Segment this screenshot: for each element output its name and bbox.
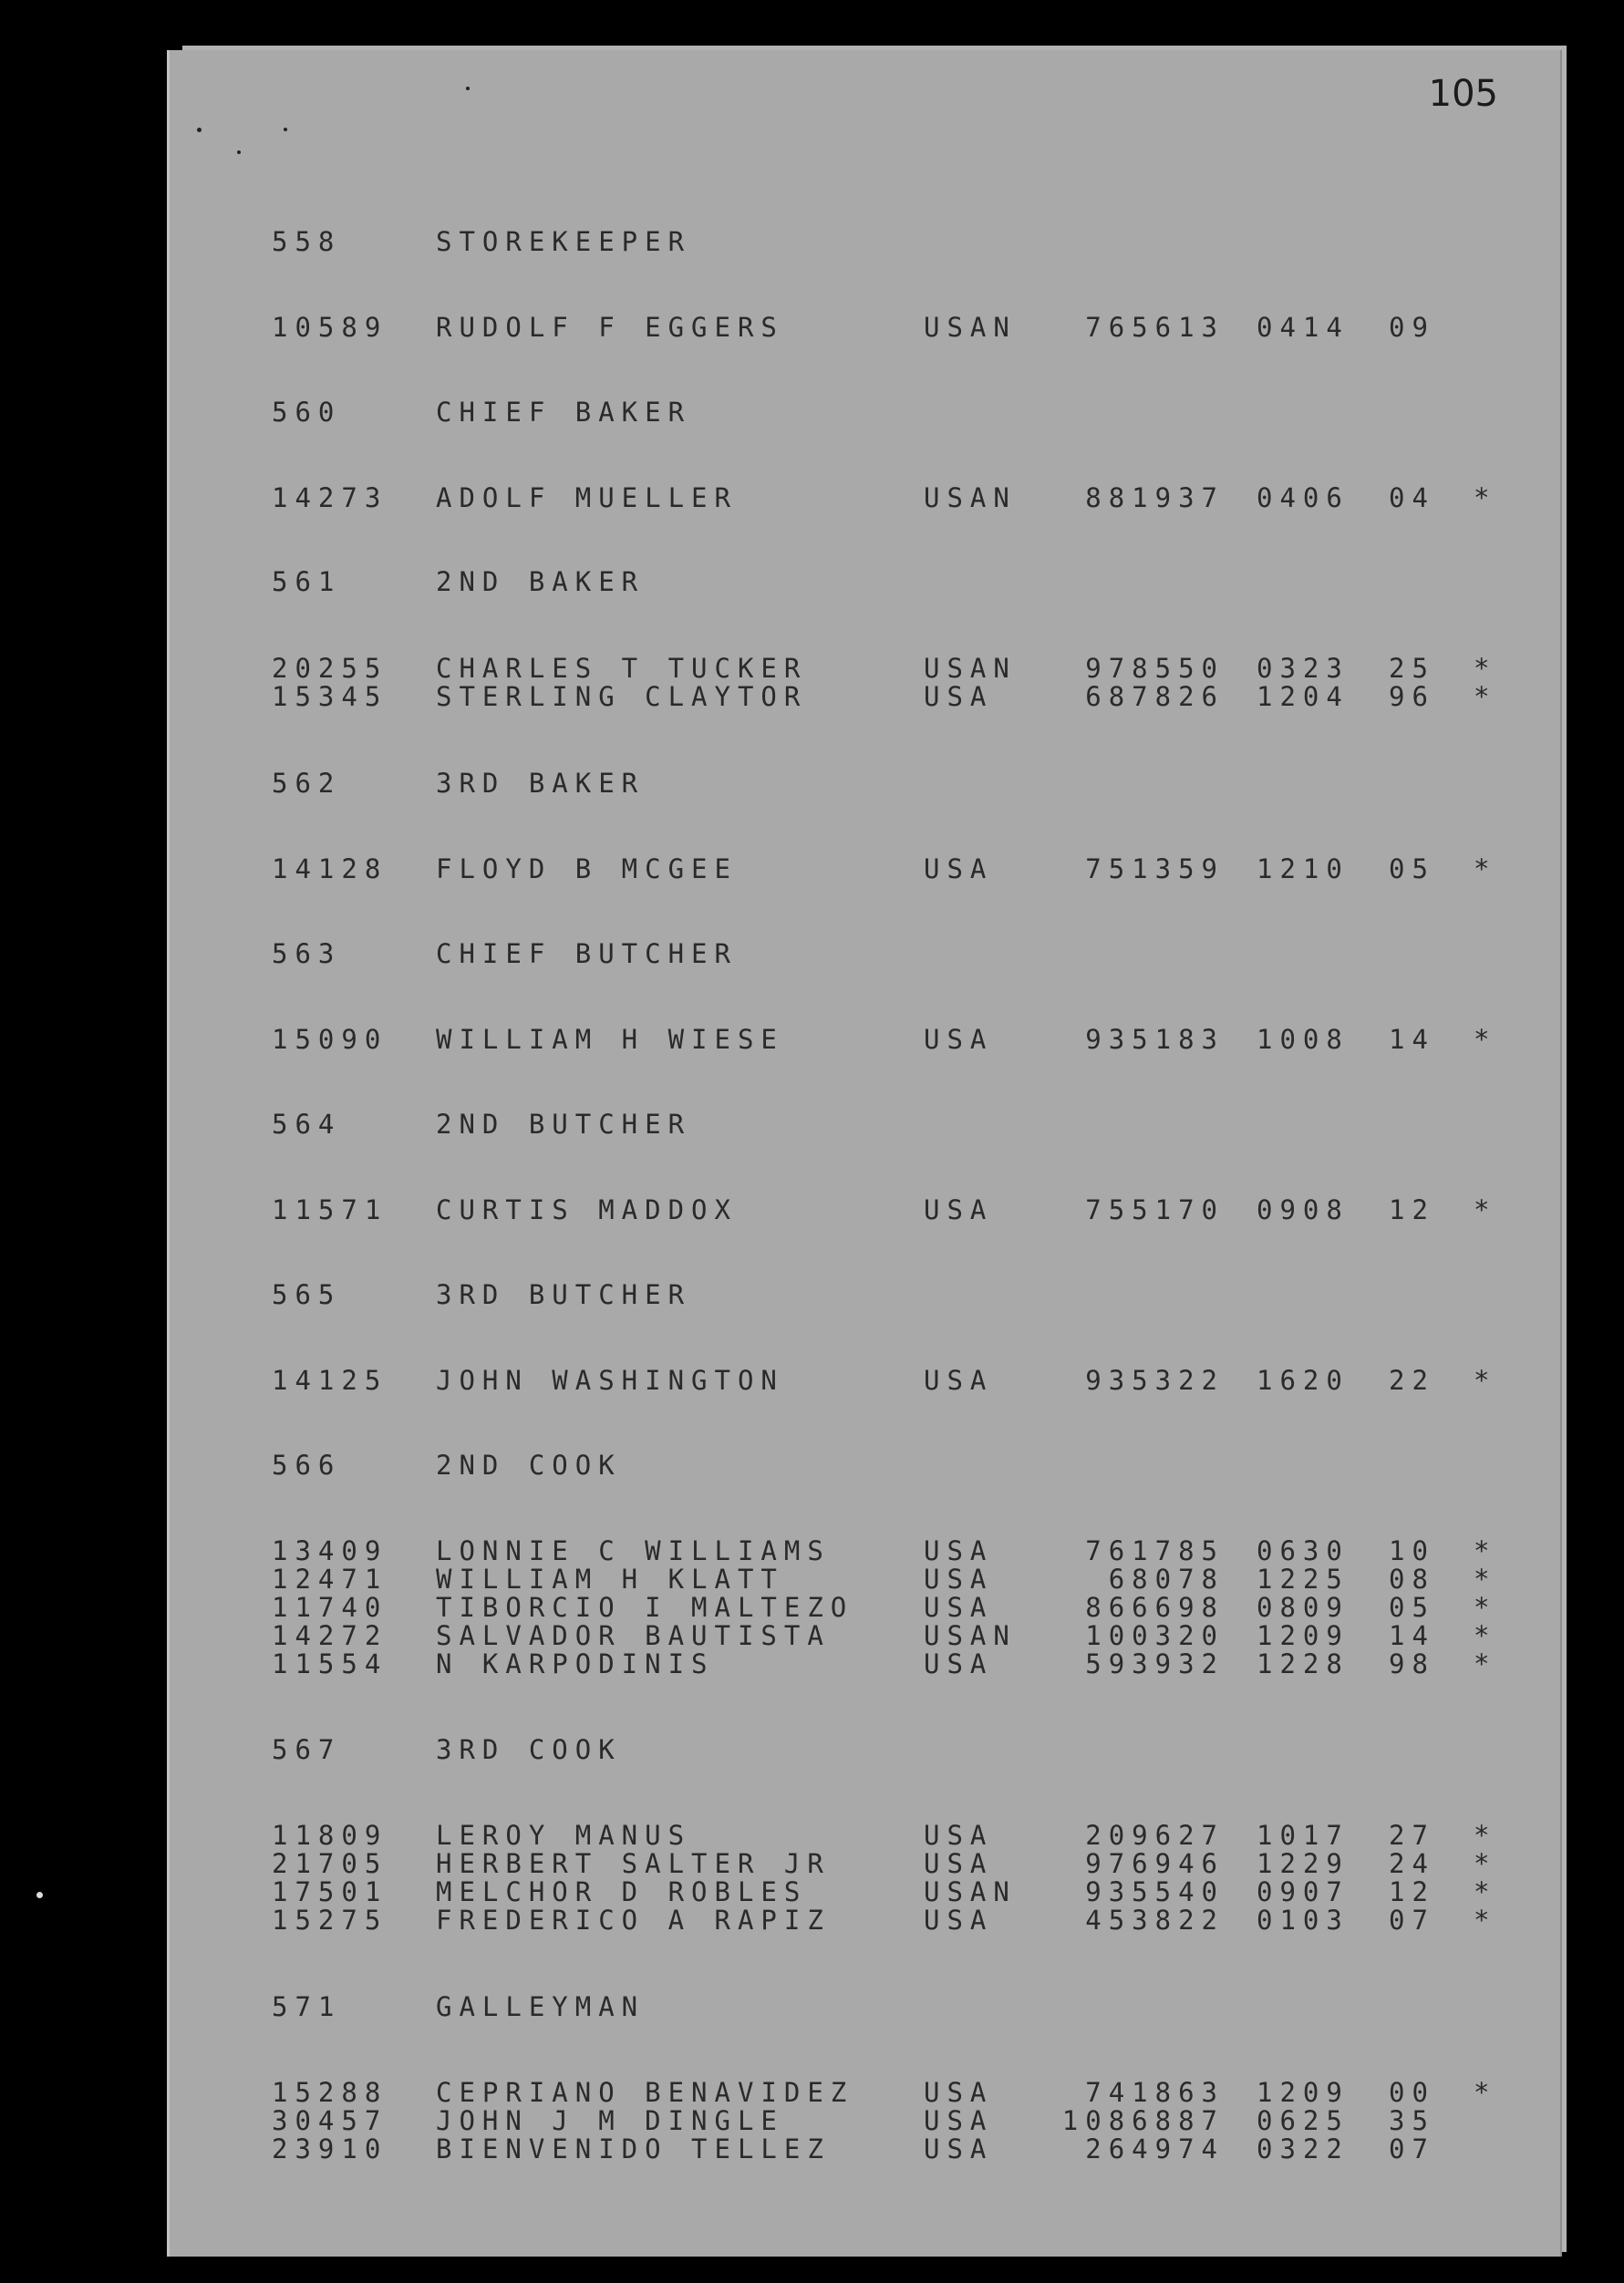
code-value: 00 (1389, 2077, 1435, 2108)
crew-name: WILLIAM H WIESE (436, 1024, 784, 1055)
citizenship: USA (924, 1564, 994, 1595)
crew-name: STERLING CLAYTOR (436, 681, 808, 712)
id-number: 209627 (1085, 1820, 1225, 1851)
asterisk-mark: * (1474, 1535, 1497, 1566)
asterisk-mark: * (1474, 1620, 1497, 1651)
id-number: 866698 (1085, 1592, 1225, 1623)
paper-speck (466, 87, 470, 90)
rating-title: 2ND BUTCHER (436, 1109, 692, 1140)
rating-title: 2ND COOK (436, 1450, 622, 1481)
citizenship: USA (924, 1848, 994, 1879)
register-number: 11740 (272, 1592, 388, 1623)
rating-title: GALLEYMAN (436, 1991, 646, 2022)
code-value: 14 (1389, 1620, 1435, 1651)
code-value: 04 (1389, 482, 1435, 513)
id-number: 264974 (1085, 2133, 1225, 2164)
date-code: 1209 (1257, 2077, 1350, 2108)
code-value: 12 (1389, 1194, 1435, 1225)
citizenship: USA (924, 853, 994, 884)
rating-title: 3RD BAKER (436, 768, 646, 799)
asterisk-mark: * (1474, 1648, 1497, 1679)
rating-code: 558 (272, 226, 342, 257)
crew-name: MELCHOR D ROBLES (436, 1876, 808, 1907)
crew-name: CHARLES T TUCKER (436, 653, 808, 684)
crew-name: ADOLF MUELLER (436, 482, 738, 513)
asterisk-mark: * (1474, 1194, 1497, 1225)
rating-code: 562 (272, 768, 342, 799)
date-code: 0625 (1257, 2105, 1350, 2136)
paper-speck (237, 150, 241, 154)
crew-name: LEROY MANUS (436, 1820, 692, 1851)
code-value: 07 (1389, 1905, 1435, 1936)
asterisk-mark: * (1474, 1876, 1497, 1907)
id-number: 593932 (1085, 1648, 1225, 1679)
crew-name: CURTIS MADDOX (436, 1194, 738, 1225)
asterisk-mark: * (1474, 681, 1497, 712)
register-number: 14272 (272, 1620, 388, 1651)
id-number: 755170 (1085, 1194, 1225, 1225)
register-number: 21705 (272, 1848, 388, 1879)
date-code: 1229 (1257, 1848, 1350, 1879)
crew-name: N KARPODINIS (436, 1648, 715, 1679)
code-value: 25 (1389, 653, 1435, 684)
date-code: 0907 (1257, 1876, 1350, 1907)
date-code: 1017 (1257, 1820, 1350, 1851)
scan-speck (36, 1892, 43, 1898)
rating-title: CHIEF BAKER (436, 397, 692, 428)
register-number: 14125 (272, 1365, 388, 1396)
register-number: 15288 (272, 2077, 388, 2108)
asterisk-mark: * (1474, 2077, 1497, 2108)
date-code: 1204 (1257, 681, 1350, 712)
crew-name: CEPRIANO BENAVIDEZ (436, 2077, 854, 2108)
asterisk-mark: * (1474, 653, 1497, 684)
id-number: 935183 (1085, 1024, 1225, 1055)
register-number: 11809 (272, 1820, 388, 1851)
register-number: 15090 (272, 1024, 388, 1055)
citizenship: USA (924, 1535, 994, 1566)
id-number: 68078 (1108, 1564, 1225, 1595)
code-value: 10 (1389, 1535, 1435, 1566)
citizenship: USA (924, 1365, 994, 1396)
id-number: 935540 (1085, 1876, 1225, 1907)
id-number: 935322 (1085, 1365, 1225, 1396)
crew-name: HERBERT SALTER JR (436, 1848, 831, 1879)
date-code: 1008 (1257, 1024, 1350, 1055)
page-number: 105 (1428, 73, 1498, 115)
register-number: 14273 (272, 482, 388, 513)
id-number: 453822 (1085, 1905, 1225, 1936)
date-code: 1210 (1257, 853, 1350, 884)
id-number: 741863 (1085, 2077, 1225, 2108)
asterisk-mark: * (1474, 482, 1497, 513)
paper-speck (197, 128, 202, 132)
citizenship: USAN (924, 312, 1017, 343)
rating-title: 2ND BAKER (436, 566, 646, 597)
citizenship: USA (924, 1024, 994, 1055)
code-value: 14 (1389, 1024, 1435, 1055)
code-value: 35 (1389, 2105, 1435, 2136)
rating-code: 567 (272, 1734, 342, 1765)
date-code: 0414 (1257, 312, 1350, 343)
register-number: 20255 (272, 653, 388, 684)
register-number: 30457 (272, 2105, 388, 2136)
crew-name: FREDERICO A RAPIZ (436, 1905, 831, 1936)
register-number: 11554 (272, 1648, 388, 1679)
code-value: 09 (1389, 312, 1435, 343)
code-value: 05 (1389, 853, 1435, 884)
crew-name: JOHN WASHINGTON (436, 1365, 784, 1396)
asterisk-mark: * (1474, 1365, 1497, 1396)
citizenship: USAN (924, 482, 1017, 513)
rating-code: 565 (272, 1279, 342, 1310)
id-number: 687826 (1085, 681, 1225, 712)
code-value: 96 (1389, 681, 1435, 712)
rating-code: 566 (272, 1450, 342, 1481)
rating-code: 571 (272, 1991, 342, 2022)
asterisk-mark: * (1474, 1820, 1497, 1851)
register-number: 23910 (272, 2133, 388, 2164)
citizenship: USA (924, 1648, 994, 1679)
register-number: 15275 (272, 1905, 388, 1936)
crew-name: JOHN J M DINGLE (436, 2105, 784, 2136)
date-code: 1209 (1257, 1620, 1350, 1651)
rating-code: 564 (272, 1109, 342, 1140)
citizenship: USA (924, 681, 994, 712)
id-number: 881937 (1085, 482, 1225, 513)
register-number: 13409 (272, 1535, 388, 1566)
crew-name: WILLIAM H KLATT (436, 1564, 784, 1595)
rating-title: CHIEF BUTCHER (436, 938, 738, 969)
crew-name: RUDOLF F EGGERS (436, 312, 784, 343)
date-code: 1228 (1257, 1648, 1350, 1679)
date-code: 0322 (1257, 2133, 1350, 2164)
rating-code: 560 (272, 397, 342, 428)
crew-name: SALVADOR BAUTISTA (436, 1620, 831, 1651)
crew-name: LONNIE C WILLIAMS (436, 1535, 831, 1566)
code-value: 27 (1389, 1820, 1435, 1851)
id-number: 761785 (1085, 1535, 1225, 1566)
rating-title: 3RD COOK (436, 1734, 622, 1765)
date-code: 0323 (1257, 653, 1350, 684)
asterisk-mark: * (1474, 1848, 1497, 1879)
asterisk-mark: * (1474, 853, 1497, 884)
asterisk-mark: * (1474, 1905, 1497, 1936)
asterisk-mark: * (1474, 1592, 1497, 1623)
rating-title: 3RD BUTCHER (436, 1279, 692, 1310)
citizenship: USA (924, 2077, 994, 2108)
rating-title: STOREKEEPER (436, 226, 692, 257)
code-value: 05 (1389, 1592, 1435, 1623)
date-code: 1225 (1257, 1564, 1350, 1595)
id-number: 976946 (1085, 1848, 1225, 1879)
code-value: 08 (1389, 1564, 1435, 1595)
register-number: 12471 (272, 1564, 388, 1595)
rating-code: 561 (272, 566, 342, 597)
code-value: 24 (1389, 1848, 1435, 1879)
citizenship: USA (924, 1820, 994, 1851)
code-value: 07 (1389, 2133, 1435, 2164)
date-code: 0809 (1257, 1592, 1350, 1623)
crew-name: FLOYD B MCGEE (436, 853, 738, 884)
date-code: 0630 (1257, 1535, 1350, 1566)
register-number: 14128 (272, 853, 388, 884)
register-number: 10589 (272, 312, 388, 343)
register-number: 15345 (272, 681, 388, 712)
id-number: 100320 (1085, 1620, 1225, 1651)
asterisk-mark: * (1474, 1024, 1497, 1055)
crew-name: BIENVENIDO TELLEZ (436, 2133, 831, 2164)
code-value: 98 (1389, 1648, 1435, 1679)
citizenship: USA (924, 2133, 994, 2164)
date-code: 0406 (1257, 482, 1350, 513)
register-number: 17501 (272, 1876, 388, 1907)
code-value: 22 (1389, 1365, 1435, 1396)
citizenship: USA (924, 1194, 994, 1225)
id-number: 978550 (1085, 653, 1225, 684)
date-code: 0908 (1257, 1194, 1350, 1225)
crew-name: TIBORCIO I MALTEZO (436, 1592, 854, 1623)
citizenship: USA (924, 1592, 994, 1623)
citizenship: USA (924, 1905, 994, 1936)
citizenship: USA (924, 2105, 994, 2136)
paper-speck (284, 128, 287, 131)
id-number: 765613 (1085, 312, 1225, 343)
citizenship: USAN (924, 1620, 1017, 1651)
code-value: 12 (1389, 1876, 1435, 1907)
date-code: 0103 (1257, 1905, 1350, 1936)
citizenship: USAN (924, 653, 1017, 684)
citizenship: USAN (924, 1876, 1017, 1907)
register-number: 11571 (272, 1194, 388, 1225)
asterisk-mark: * (1474, 1564, 1497, 1595)
id-number: 1086887 (1061, 2105, 1225, 2136)
id-number: 751359 (1085, 853, 1225, 884)
rating-code: 563 (272, 938, 342, 969)
date-code: 1620 (1257, 1365, 1350, 1396)
